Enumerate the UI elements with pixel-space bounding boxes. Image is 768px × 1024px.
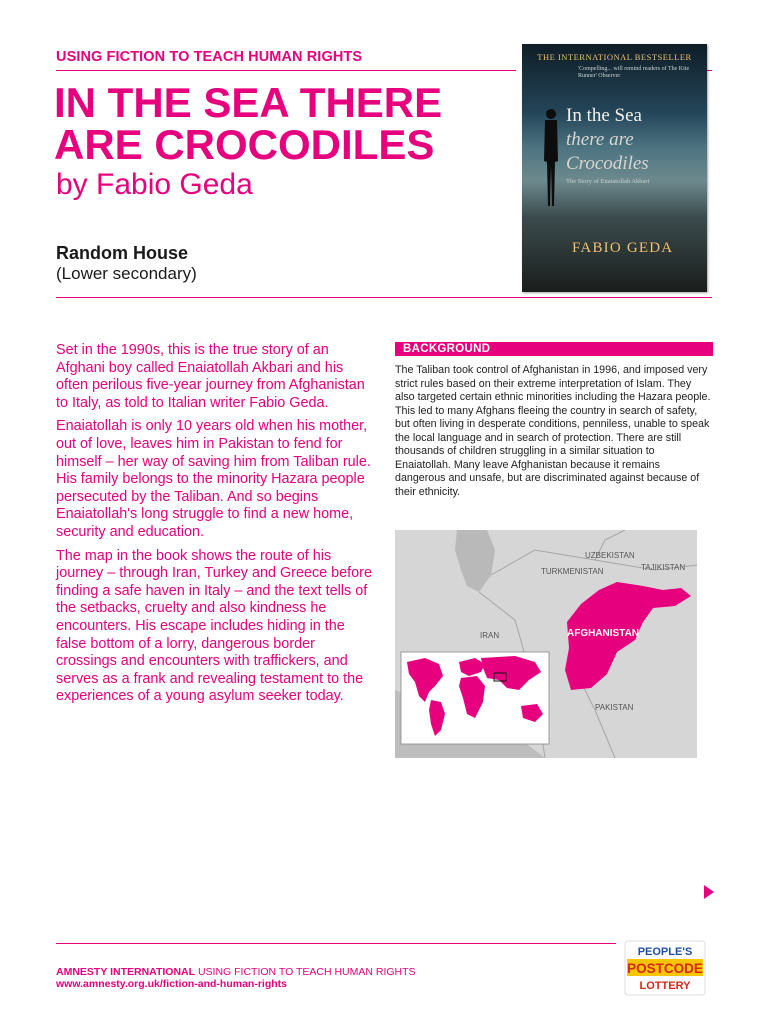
cover-tagline: THE INTERNATIONAL BESTSELLER xyxy=(537,52,692,62)
publisher: Random House xyxy=(56,243,189,263)
next-page-arrow-icon[interactable] xyxy=(704,885,714,899)
label-turkmenistan: TURKMENISTAN xyxy=(541,567,604,576)
label-afghanistan: AFGHANISTAN xyxy=(567,628,640,639)
footer-rule xyxy=(56,943,616,944)
intro-text xyxy=(56,342,372,712)
label-uzbekistan: UZBEKISTAN xyxy=(585,551,635,560)
intro-paragraph-1: Set in the 1990s, this is the true story of an Afghani boy called Enaiatollah Akbari and his often perilous five-year journey from Afghanistan to Italy, as told to Italian writer Fabio Geda. xyxy=(56,342,365,411)
footer-org-name: AMNESTY INTERNATIONAL xyxy=(56,966,196,978)
intro-paragraph-2: Enaiatollah is only 10 years old when his mother, out of love, leaves him in Pakistan to fend for himself – her way of saving him from Taliban rule. His family belongs to the minority Hazara people persecuted by the Taliban. And so begins Enaiatollah's long struggle to find a new home, security and education. xyxy=(56,418,371,540)
book-cover-image xyxy=(522,44,707,292)
background-heading: BACKGROUND xyxy=(395,342,713,356)
author-line: by Fabio Geda xyxy=(56,168,253,201)
label-tajikistan: TAJIKISTAN xyxy=(641,563,686,572)
postcode-lottery-logo xyxy=(624,940,706,996)
intro-paragraph-3: The map in the book shows the route of his journey – through Iran, Turkey and Greece before finding a safe haven in Italy – and the text tells of the setbacks, cruelty and also kindness he encounters. His escape includes hiding in the false bottom of a lorry, dangerous border crossings and encounters with traffickers, and serves as a frank and revealing testament to the experiences of a young asylum seeker today. xyxy=(56,547,372,705)
footer-org-line xyxy=(56,966,416,978)
cover-title-line1: In the Sea xyxy=(566,105,642,126)
boy-silhouette-icon xyxy=(540,106,562,216)
background-text: The Taliban took control of Afghanistan in 1996, and imposed very strict rules based on their extreme interpretation of Islam. They also targeted certain ethnic minorities including the Hazara people. This led to many Afghans fleeing the country in search of safety, but often living in desperate conditions, penniless, unable to speak the local language and in search of protection. There are still thousands of children struggling in a similar situation to Enaiatollah. Many leave Afghanistan because it remains dangerous and unsafe, but are discriminated against because of their ethnicity. xyxy=(395,364,711,498)
lottery-line2: POSTCODE xyxy=(627,961,703,976)
page-title: IN THE SEA THERE ARE CROCODILES xyxy=(54,79,443,168)
footer-series: USING FICTION TO TEACH HUMAN RIGHTS xyxy=(197,966,416,978)
header-divider xyxy=(56,297,712,298)
afghanistan-map xyxy=(395,530,697,758)
cover-subtitle: The Story of Enaiatollah Akbari xyxy=(566,178,650,185)
series-title: USING FICTION TO TEACH HUMAN RIGHTS xyxy=(56,49,363,65)
cover-title-line3: Crocodiles xyxy=(566,153,649,174)
lottery-line1: PEOPLE'S xyxy=(637,946,693,958)
label-pakistan: PAKISTAN xyxy=(595,703,634,712)
cover-quote: 'Compelling... will remind readers of The Kite Runner' Observer xyxy=(578,66,690,79)
world-inset-map xyxy=(401,652,549,744)
top-rule xyxy=(56,70,516,71)
lottery-line3: LOTTERY xyxy=(639,980,691,992)
cover-title-line2: there are xyxy=(566,129,634,150)
cover-title xyxy=(566,104,706,176)
footer-url[interactable]: www.amnesty.org.uk/fiction-and-human-rights xyxy=(56,978,288,990)
cover-author: FABIO GEDA xyxy=(572,240,674,256)
label-iran: IRAN xyxy=(480,631,500,640)
reading-level: (Lower secondary) xyxy=(56,264,197,283)
